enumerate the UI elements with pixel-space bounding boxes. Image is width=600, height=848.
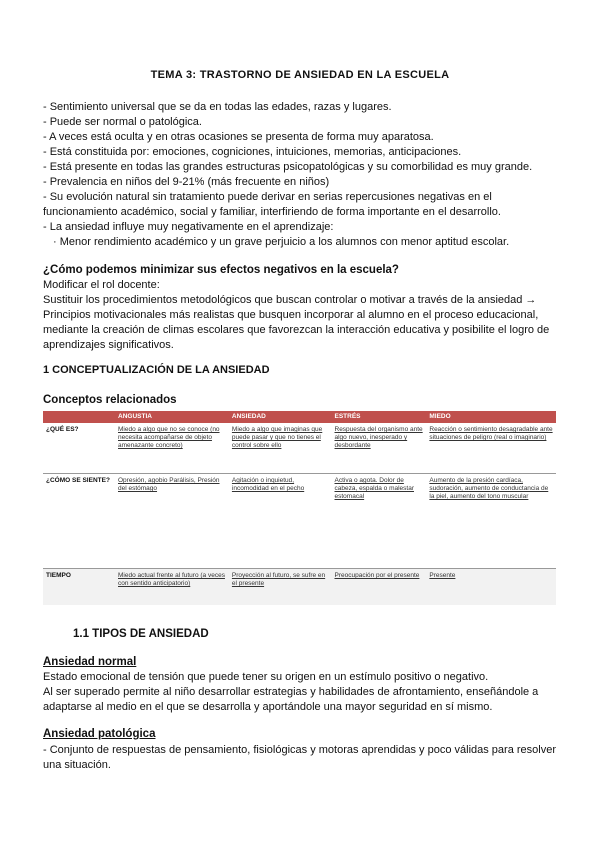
section-heading-1-1: 1.1 TIPOS DE ANSIEDAD (73, 628, 209, 640)
table-cell: Preocupación por el presente (332, 569, 427, 606)
table-header-cell: ANSIEDAD (229, 411, 332, 423)
table-cell: Opresión, agobio Parálisis, Presión del estómago (115, 474, 229, 569)
intro-line: - La ansiedad influye muy negativamente en el aprendizaje: (43, 221, 334, 233)
intro-subpoint: · Menor rendimiento académico y un grave perjuicio a los alumnos con menor aptitud escolar. (53, 236, 510, 248)
intro-line: - Puede ser normal o patológica. (43, 116, 202, 128)
table-cell: Miedo a algo que imaginas que puede pasar y que no tienes el control sobre ello (229, 423, 332, 474)
table-cell: Aumento de la presión cardíaca, sudoración, aumento de conductancia de la piel, aumento del tono muscular (426, 474, 556, 569)
table-header-row (43, 411, 556, 423)
table-cell: Presente (426, 569, 556, 606)
question-line: Modificar el rol docente: (43, 279, 160, 291)
intro-line: - Su evolución natural sin tratamiento puede derivar en serias repercusiones negativas en el funcionamiento académico, social y familiar, interfiriendo de forma importante en el desarrollo. (43, 191, 501, 218)
intro-line: - A veces está oculta y en otras ocasiones se presenta de forma muy aparatosa. (43, 131, 434, 143)
table-cell: Miedo a algo que no se conoce (no necesita acompañarse de objeto amenazante concreto) (115, 423, 229, 474)
question-block (43, 263, 563, 353)
table-row (43, 423, 556, 474)
intro-list (43, 100, 563, 250)
row-label: ¿CÓMO SE SIENTE? (43, 474, 115, 569)
table-cell: Activa o agota. Dolor de cabeza, espalda o malestar estomacal (332, 474, 427, 569)
intro-line: - Está constituida por: emociones, cogniciones, intuiciones, memorias, anticipaciones. (43, 146, 462, 158)
normal-paragraph: Al ser superado permite al niño desarrollar estrategias y habilidades de afrontamiento, enseñándole a adaptarse al medio en el que se desarrolla y aportándole una mayor seguridad en sí mismo. (43, 686, 539, 713)
table-row (43, 569, 556, 606)
question-heading: ¿Cómo podemos minimizar sus efectos negativos en la escuela? (43, 264, 399, 276)
pathological-anxiety-body (43, 743, 563, 773)
table-cell: Proyección al futuro, se sufre en el presente (229, 569, 332, 606)
intro-line: - Sentimiento universal que se da en todas las edades, razas y lugares. (43, 101, 392, 113)
document-title: TEMA 3: TRASTORNO DE ANSIEDAD EN LA ESCUELA (150, 69, 450, 81)
row-label: TIEMPO (43, 569, 115, 606)
intro-line: - Prevalencia en niños del 9-21% (más frecuente en niños) (43, 176, 330, 188)
table-header-cell: ESTRÉS (332, 411, 427, 423)
table-header-cell (43, 411, 115, 423)
concepts-heading: Conceptos relacionados (43, 394, 177, 406)
row-label: ¿QUÉ ES? (43, 423, 115, 474)
table-row (43, 474, 556, 569)
normal-anxiety-heading: Ansiedad normal (43, 656, 137, 668)
section-heading-1: 1 CONCEPTUALIZACIÓN DE LA ANSIEDAD (43, 364, 270, 376)
question-paragraph: Sustituir los procedimientos metodológicos que buscan controlar o motivar a través de la ansiedad → Principios motivacionales más realistas que busquen incorporar al alumno en el proceso educacional, mediante la creación de climas escolares que favorezcan la interacción educativa y posibilite el logro de aprendizajes significativos. (43, 294, 550, 351)
concepts-table (43, 411, 556, 605)
table-cell: Respuesta del organismo ante algo nuevo, inesperado y desbordante (332, 423, 427, 474)
normal-anxiety-body (43, 670, 563, 715)
table-cell: Reacción o sentimiento desagradable ante situaciones de peligro (real o imaginario) (426, 423, 556, 474)
table-header-cell: ANGUSTIA (115, 411, 229, 423)
table-cell: Miedo actual frente al futuro (a veces con sentido anticipatorio) (115, 569, 229, 606)
table-header-cell: MIEDO (426, 411, 556, 423)
table-cell: Agitación o inquietud, incomodidad en el pecho (229, 474, 332, 569)
pathological-line: - Conjunto de respuestas de pensamiento, fisiológicas y motoras aprendidas y poco válidas para resolver una situación. (43, 744, 557, 771)
intro-line: - Está presente en todas las grandes estructuras psicopatológicas y su comorbilidad es muy grande. (43, 161, 533, 173)
pathological-anxiety-heading: Ansiedad patológica (43, 728, 156, 740)
normal-line: Estado emocional de tensión que puede tener su origen en un estímulo positivo o negativo. (43, 671, 489, 683)
